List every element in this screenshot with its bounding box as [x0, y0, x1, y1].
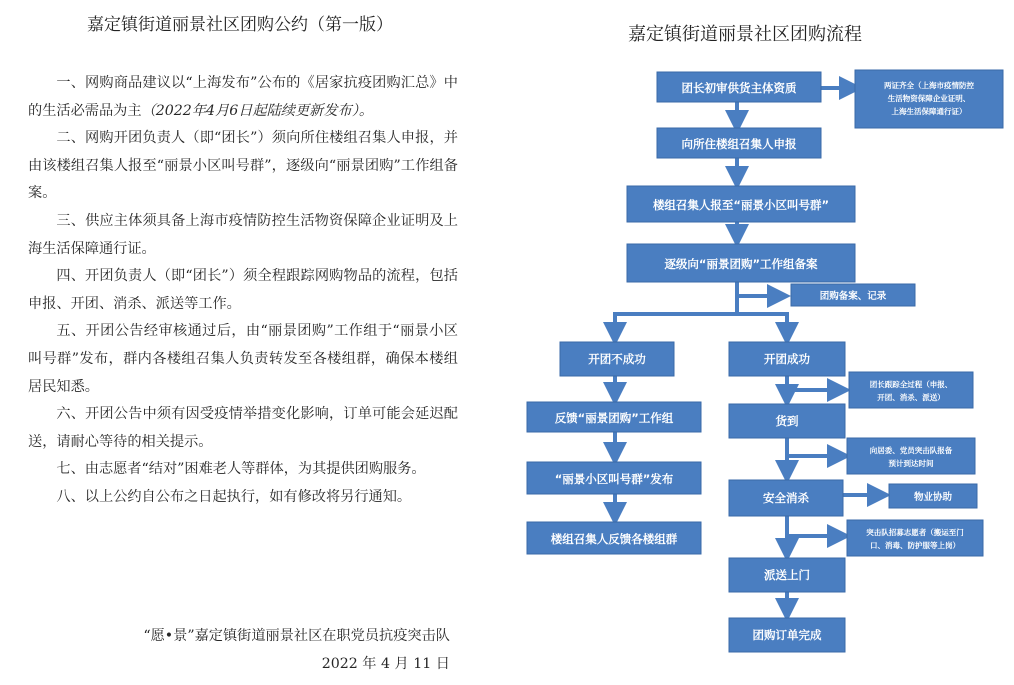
node-success-note — [849, 372, 973, 408]
notice-body — [28, 70, 458, 512]
arrow-n4-note — [737, 282, 781, 296]
flowchart-panel — [505, 0, 1014, 685]
svg-text:团长初审供货主体资质: 团长初审供货主体资质 — [681, 81, 797, 95]
svg-text:开团成功: 开团成功 — [764, 352, 810, 366]
svg-text:突击队招募志愿者（搬运至门: 突击队招募志愿者（搬运至门 — [866, 528, 964, 537]
notice-panel — [0, 0, 480, 685]
notice-paragraph-2: 二、网购开团负责人（即“团长”）须向所住楼组召集人申报，并由该楼组召集人报至“丽景小区叫号群”，逐级向“丽景团购”工作组备案。 — [28, 130, 458, 202]
node-fail4 — [527, 522, 701, 554]
notice-signature-block — [143, 622, 450, 678]
svg-text:“丽景小区叫号群”发布: “丽景小区叫号群”发布 — [554, 472, 674, 486]
svg-text:开团不成功: 开团不成功 — [588, 352, 646, 366]
svg-text:派送上门: 派送上门 — [764, 568, 810, 582]
node-volunteer-note — [847, 520, 983, 556]
notice-paragraph-3: 三、供应主体须具备上海市疫情防控生活物资保障企业证明及上海生活保障通行证。 — [28, 212, 458, 257]
node-success — [729, 342, 845, 376]
svg-text:楼组召集人反馈各楼组群: 楼组召集人反馈各楼组群 — [550, 532, 678, 546]
svg-text:团购备案、记录: 团购备案、记录 — [819, 291, 887, 302]
svg-text:上海生活保障通行证）: 上海生活保障通行证） — [891, 107, 967, 116]
arrow-split-fail — [615, 282, 737, 336]
node-arrive — [729, 404, 845, 438]
node-n4-note — [791, 284, 915, 306]
svg-text:安全消杀: 安全消杀 — [763, 491, 809, 505]
notice-date: 2022 年 4 月 11 日 — [321, 656, 450, 672]
svg-text:两证齐全（上海市疫情防控: 两证齐全（上海市疫情防控 — [884, 81, 974, 90]
notice-paragraph-7: 七、由志愿者“结对”困难老人等群体，为其提供团购服务。 — [56, 461, 426, 478]
node-n2 — [657, 128, 821, 158]
node-fail2 — [527, 402, 701, 432]
notice-paragraph-1-emphasis: （2022年4月6日起陆续更新发布）。 — [141, 102, 374, 119]
node-disinfect — [729, 480, 843, 516]
flowchart-diagram — [505, 0, 1014, 685]
notice-paragraph-8: 八、以上公约自公布之日起执行，如有修改将另行通知。 — [56, 488, 412, 505]
notice-paragraph-4: 四、开团负责人（即“团长”）须全程跟踪网购物品的流程，包括申报、开团、消杀、派送等工作。 — [28, 268, 458, 312]
svg-text:团长跟踪全过程（申报、: 团长跟踪全过程（申报、 — [869, 380, 953, 389]
svg-text:楼组召集人报至“丽景小区叫号群”: 楼组召集人报至“丽景小区叫号群” — [652, 198, 830, 212]
notice-paragraph-1: 一、网购商品建议以“上海发布”公布的《居家抗疫团购汇总》中的生活必需品为主（2022年4月6日起陆续更新发布）。 — [28, 75, 458, 119]
svg-text:逐级向“丽景团购”工作组备案: 逐级向“丽景团购”工作组备案 — [664, 257, 818, 271]
notice-paragraph-5: 五、开团公告经审核通过后，由“丽景团购”工作组于“丽景小区叫号群”发布，群内各楼组召集人负责转发至各楼组群，确保本楼组居民知悉。 — [28, 323, 458, 395]
svg-text:口、消毒、防护服等上岗）: 口、消毒、防护服等上岗） — [870, 541, 960, 550]
arrow-arrive-note — [787, 438, 841, 456]
svg-text:开团、消杀、派送）: 开团、消杀、派送） — [877, 393, 945, 402]
svg-text:货到: 货到 — [775, 414, 799, 428]
node-arrive-note — [847, 438, 975, 474]
node-done — [729, 618, 845, 652]
node-deliver — [729, 558, 845, 592]
arrow-disinfect-volunteer — [787, 516, 841, 536]
node-disinfect-note — [889, 484, 977, 508]
svg-text:团购订单完成: 团购订单完成 — [752, 628, 822, 642]
node-n1 — [657, 72, 821, 102]
svg-text:反馈“丽景团购”工作组: 反馈“丽景团购”工作组 — [554, 411, 674, 425]
notice-signature: “愿•景”嘉定镇街道丽景社区在职党员抗疫突击队 — [143, 628, 450, 644]
flowchart-title: 嘉定镇街道丽景社区团购流程 — [628, 24, 862, 45]
arrow-split-success — [737, 314, 787, 336]
notice-paragraph-6: 六、开团公告中须有因受疫情举措变化影响，订单可能会延迟配送，请耐心等待的相关提示。 — [28, 406, 458, 450]
node-fail3 — [527, 462, 701, 494]
svg-text:预计到达时间: 预计到达时间 — [888, 459, 934, 468]
node-n4 — [627, 244, 855, 282]
node-n1-note — [855, 70, 1003, 128]
node-n3 — [627, 186, 855, 222]
notice-title: 嘉定镇街道丽景社区团购公约（第一版） — [87, 15, 393, 35]
svg-text:物业协助: 物业协助 — [913, 492, 953, 503]
svg-text:向居委、党员突击队报备: 向居委、党员突击队报备 — [869, 446, 953, 455]
arrow-success-note — [787, 376, 841, 390]
svg-text:向所住楼组召集人申报: 向所住楼组召集人申报 — [681, 137, 797, 151]
svg-text:生活物资保障企业证明、: 生活物资保障企业证明、 — [887, 94, 971, 103]
node-fail — [560, 342, 674, 376]
